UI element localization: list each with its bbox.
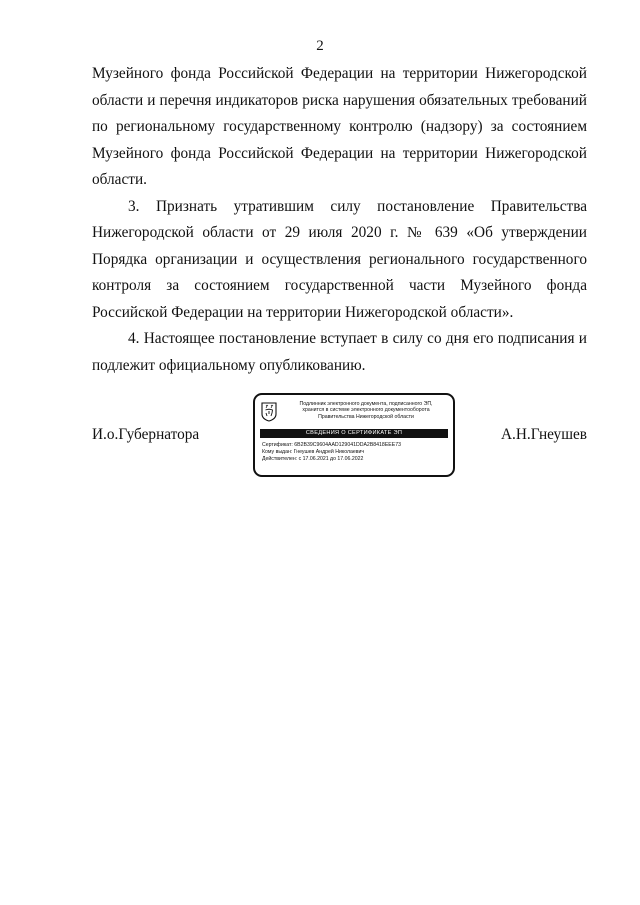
signer-name: А.Н.Гнеушев: [500, 426, 587, 443]
document-body: [92, 61, 587, 379]
stamp-details: [262, 442, 401, 462]
stamp-header-line: хранится в системе электронного документооборота: [302, 407, 430, 414]
paragraph-continuation: Музейного фонда Российской Федерации на территории Нижегородской области и перечня индикаторов риска нарушения обязательных требований по региональному государственному контролю (надзору) за состоянием Музейного фонда Российской Федерации на территории Нижегородской области.: [92, 65, 587, 188]
stamp-header-line: Правительства Нижегородской области: [318, 413, 414, 420]
deer-emblem-icon: [261, 402, 277, 422]
signer-position: И.о.Губернатора: [92, 426, 200, 443]
page-number: 2: [316, 38, 324, 54]
certificate-validity: Действителен: с 17.06.2021 до 17.06.2022: [262, 455, 364, 462]
certificate-owner: Кому выдан: Гнеушев Андрей Николаевич: [262, 448, 365, 455]
certificate-number: Сертификат: 6B2B39C9604AAD129041DDA2B8418EEE73: [262, 442, 401, 448]
stamp-header: [281, 401, 451, 420]
stamp-header-line: Подлинник электронного документа, подписанного ЭП,: [299, 401, 433, 407]
electronic-signature-stamp: [253, 393, 455, 477]
paragraph-item-3: 3. Признать утратившим силу постановление Правительства Нижегородской области от 29 июля 2020 г. № 639 «Об утверждении Порядка организации и осуществления регионального государственного контроля за состоянием государственной части Музейного фонда Российской Федерации на территории Нижегородской области».: [92, 197, 587, 321]
paragraph-item-4: 4. Настоящее постановление вступает в силу со дня его подписания и подлежит официальному опубликованию.: [92, 330, 587, 374]
stamp-title: СВЕДЕНИЯ О СЕРТИФИКАТЕ ЭП: [260, 429, 448, 438]
